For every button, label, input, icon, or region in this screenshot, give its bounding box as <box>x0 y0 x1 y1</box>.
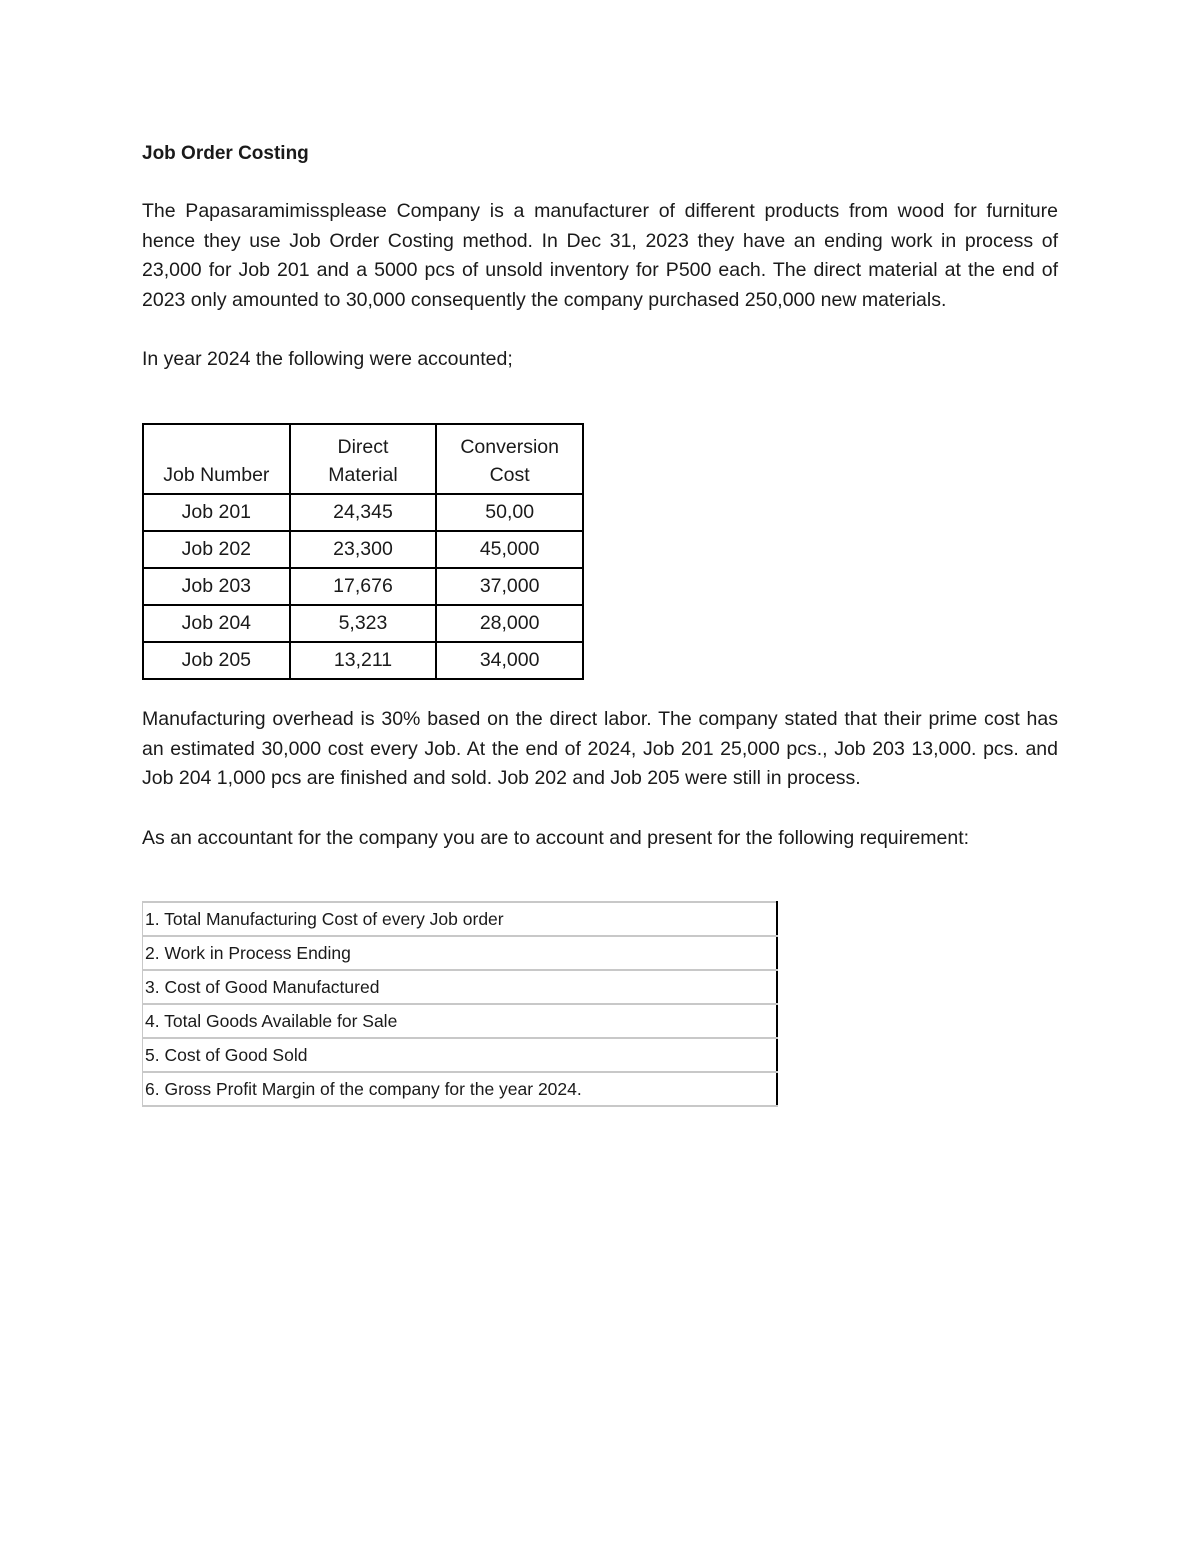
requirement-item: 6. Gross Profit Margin of the company for the year 2024. <box>143 1072 778 1106</box>
requirement-item: 3. Cost of Good Manufactured <box>143 970 778 1004</box>
conversion-cost-cell: 45,000 <box>436 531 583 568</box>
document-page <box>142 138 1058 1107</box>
requirement-item: 2. Work in Process Ending <box>143 936 778 970</box>
list-item <box>143 936 778 970</box>
overhead-paragraph: Manufacturing overhead is 30% based on the direct labor. The company stated that their prime cost has an estimated 30,000 cost every Job. At the end of 2024, Job 201 25,000 pcs., Job 203 13,000. pcs. and Job 204 1,000 pcs are finished and sold. Job 202 and Job 205 were still in process. <box>142 707 1058 790</box>
table-row <box>143 605 583 642</box>
conversion-cost-header: Conversion Cost <box>436 424 583 494</box>
list-item <box>143 1038 778 1072</box>
table-row <box>143 531 583 568</box>
job-number-cell: Job 205 <box>143 642 290 679</box>
job-number-cell: Job 201 <box>143 494 290 531</box>
list-item <box>143 902 778 936</box>
requirements-table <box>142 901 778 1107</box>
conversion-cost-cell: 37,000 <box>436 568 583 605</box>
conversion-cost-cell: 50,00 <box>436 494 583 531</box>
job-number-header: Job Number <box>143 424 290 494</box>
direct-material-cell: 23,300 <box>290 531 437 568</box>
direct-material-cell: 5,323 <box>290 605 437 642</box>
direct-material-header: Direct Material <box>290 424 437 494</box>
table-row <box>143 494 583 531</box>
direct-material-cell: 17,676 <box>290 568 437 605</box>
conversion-cost-cell: 34,000 <box>436 642 583 679</box>
table-row <box>143 642 583 679</box>
requirement-item: 5. Cost of Good Sold <box>143 1038 778 1072</box>
document-title: Job Order Costing <box>142 143 309 164</box>
task-paragraph: As an accountant for the company you are to account and present for the following requirement: <box>142 826 970 849</box>
table-row <box>143 568 583 605</box>
list-item <box>143 1004 778 1038</box>
job-number-cell: Job 203 <box>143 568 290 605</box>
job-number-cell: Job 204 <box>143 605 290 642</box>
list-item <box>143 970 778 1004</box>
job-number-cell: Job 202 <box>143 531 290 568</box>
intro-paragraph: The Papasaramimissplease Company is a manufacturer of different products from wood for furniture hence they use Job Order Costing method. In Dec 31, 2023 they have an ending work in process of 23,000 for Job 201 and a 5000 pcs of unsold inventory for P500 each. The direct material at the end of 2023 only amounted to 30,000 consequently the company purchased 250,000 new materials. <box>142 200 1058 311</box>
requirement-item: 4. Total Goods Available for Sale <box>143 1004 778 1038</box>
direct-material-cell: 24,345 <box>290 494 437 531</box>
conversion-cost-cell: 28,000 <box>436 605 583 642</box>
job-cost-table <box>142 423 584 680</box>
job-cost-table-header-row <box>143 424 583 494</box>
direct-material-cell: 13,211 <box>290 642 437 679</box>
year-intro-paragraph: In year 2024 the following were accounted; <box>142 348 513 371</box>
list-item <box>143 1072 778 1106</box>
requirement-item: 1. Total Manufacturing Cost of every Job order <box>143 902 778 936</box>
